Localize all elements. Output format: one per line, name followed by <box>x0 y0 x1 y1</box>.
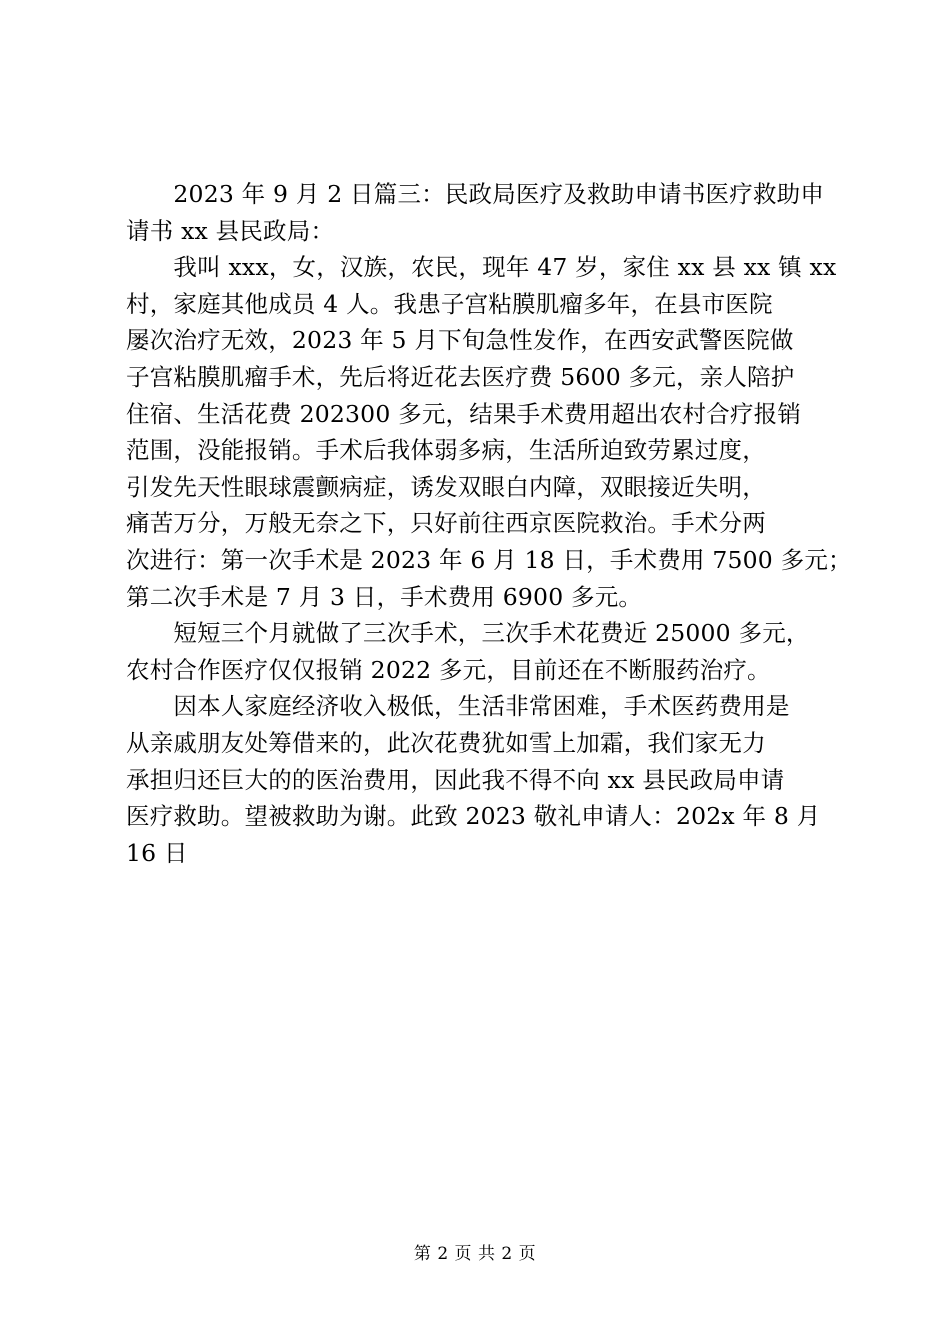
text-line: 痛苦万分，万般无奈之下，只好前往西京医院救治。手术分两 <box>126 509 766 538</box>
text-line: 2023 年 9 月 2 日篇三：民政局医疗及救助申请书医疗救助申 <box>126 180 825 208</box>
text-line: 承担归还巨大的的医治费用，因此我不得不向 xx 县民政局申请 <box>126 765 785 794</box>
text-line: 医疗救助。望被救助为谢。此致 2023 敬礼申请人：202x 年 8 月 <box>126 802 821 831</box>
text-line: 村，家庭其他成员 4 人。我患子宫粘膜肌瘤多年，在县市医院 <box>126 289 773 318</box>
text-line: 子宫粘膜肌瘤手术，先后将近花去医疗费 5600 多元，亲人陪护 <box>126 362 795 391</box>
text-line: 屡次治疗无效，2023 年 5 月下旬急性发作，在西安武警医院做 <box>126 326 794 355</box>
text-line: 农村合作医疗仅仅报销 2022 多元，目前还在不断服药治疗。 <box>126 655 771 684</box>
text-line: 从亲戚朋友处筹借来的，此次花费犹如雪上加霜，我们家无力 <box>126 728 766 757</box>
text-line: 我叫 xxx，女，汉族，农民，现年 47 岁，家住 xx 县 xx 镇 xx <box>126 253 837 282</box>
text-line: 16 日 <box>126 838 188 867</box>
text-line: 范围，没能报销。手术后我体弱多病，生活所迫致劳累过度， <box>126 436 766 465</box>
text-line: 因本人家庭经济收入极低，生活非常困难，手术医药费用是 <box>126 692 790 721</box>
letter-body <box>126 176 852 871</box>
page-number-footer: 第 2 页 共 2 页 <box>413 1244 537 1264</box>
text-line: 次进行：第一次手术是 2023 年 6 月 18 日，手术费用 7500 多元； <box>126 545 852 574</box>
text-line: 引发先天性眼球震颤病症，诱发双眼白内障，双眼接近失明， <box>126 472 766 501</box>
text-line: 请书 xx 县民政局： <box>126 216 335 245</box>
text-line: 住宿、生活花费 202300 多元，结果手术费用超出农村合疗报销 <box>126 399 802 428</box>
text-line: 第二次手术是 7 月 3 日，手术费用 6900 多元。 <box>126 582 643 611</box>
text-line: 短短三个月就做了三次手术，三次手术花费近 25000 多元， <box>126 619 810 648</box>
